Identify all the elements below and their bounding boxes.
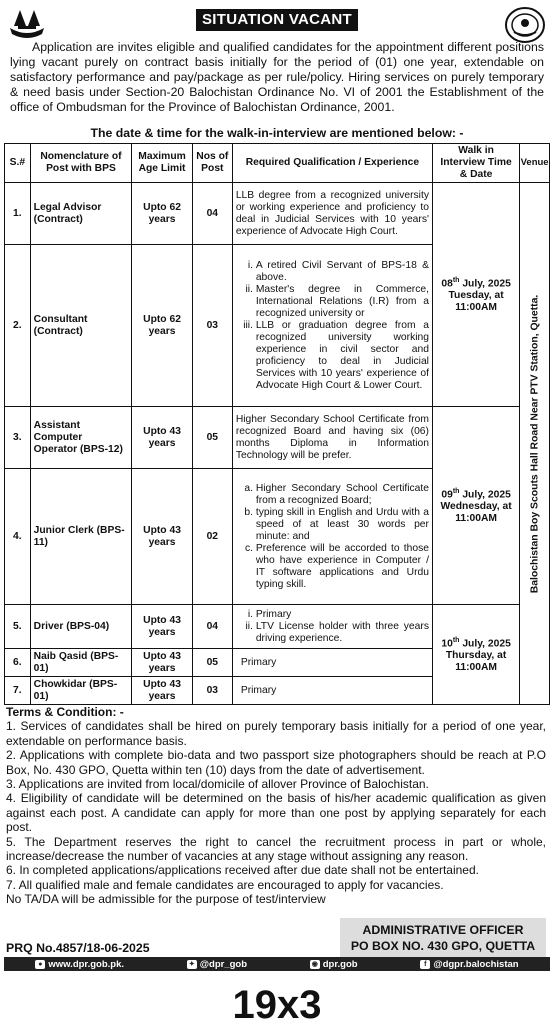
admin-address: PO BOX NO. 430 GPO, QUETTA (350, 939, 536, 953)
term-item: 2. Applications with complete bio-data and two passport size photographers should be reach at P.O Box, No. 430 GPO, Quetta within ten (10) days from the date of advertisement. (6, 748, 546, 777)
row-qualification (232, 605, 432, 649)
row-sn: 2. (5, 245, 31, 407)
instagram-icon: ◉ (311, 960, 318, 968)
date-day: 10 (441, 638, 453, 650)
admin-address-box (340, 918, 546, 962)
intro-text: Application are invites eligible and qualified candidates for the appointment different positions lying vacant purely on contract basis initially for the period of (01) one year, extendable on satisfactory performance and pay/package as per rule/policy. Hiring services on purely temporary & need basis under Section-20 Balochistan Ordinance No. VI of 2001 the Establishment of the office of Ombudsman for the Province of Balochistan Ordinance, 2001. (10, 40, 544, 114)
row-age: Upto 43 years (132, 677, 193, 705)
header-date: Walk in Interview Time & Date (432, 144, 519, 183)
term-item: 3. Applications are invited from local/domicile of allover Province of Balochistan. (6, 777, 429, 792)
ad-size-label: 19x3 (232, 983, 322, 1027)
terms-section (6, 705, 546, 907)
qual-item: c. Preference will be accorded to those who have experience in Computer / IT software applications and Urdu typing skill. (256, 543, 429, 591)
page-title: SITUATION VACANT (196, 9, 358, 31)
venue-text: Balochistan Boy Scouts Hall Road Near PTV Station, Quetta. (529, 294, 541, 593)
header-post: Nomenclature of Post with BPS (30, 144, 132, 183)
row-post: Naib Qasid (BPS-01) (30, 649, 132, 677)
facebook-link[interactable] (420, 959, 518, 970)
row-post: Consultant (Contract) (30, 245, 132, 407)
terms-note: No TA/DA will be admissible for the purpose of test/interview (6, 892, 326, 907)
qual-item: a. Higher Secondary School Certificate from a recognized Board; (256, 483, 429, 507)
date-sup: th (452, 636, 460, 644)
table-row (5, 183, 550, 245)
social-links-bar (4, 957, 550, 971)
qual-item: iii. LLB or graduation degree from a recognized university working experience in civil sector and proficiency to deal in Judicial Services with 10 years' experience of Advocate High Court & Lower Court. (256, 320, 429, 392)
term-item: 4. Eligibility of candidate will be determined on the basis of his/her academic qualification as given against each post. A candidate can apply for more than one post by applying separately for each post. (6, 791, 546, 835)
prq-number: PRQ No.4857/18-06-2025 (6, 941, 150, 955)
term-item: 6. In completed applications/applications received after due date shall not be entertained. (6, 863, 479, 878)
row-sn: 5. (5, 605, 31, 649)
table-header-row (5, 144, 550, 183)
row-nos: 02 (192, 469, 232, 605)
table-row (5, 407, 550, 469)
row-age: Upto 62 years (132, 245, 193, 407)
row-nos: 03 (192, 677, 232, 705)
date-weekday: Tuesday, at (448, 290, 504, 302)
row-nos: 05 (192, 407, 232, 469)
intro-paragraph (10, 40, 544, 115)
row-qualification: Primary (232, 649, 432, 677)
qual-item: ii. LTV License holder with three years driving experience. (256, 621, 429, 645)
interview-subheading: The date & time for the walk-in-interview are mentioned below: - (90, 126, 464, 140)
date-time: 11:00AM (455, 513, 497, 525)
row-post: Legal Advisor (Contract) (30, 183, 132, 245)
header-sn: S.# (5, 144, 31, 183)
row-age: Upto 43 years (132, 407, 193, 469)
row-post: Junior Clerk (BPS-11) (30, 469, 132, 605)
instagram-text: dpr.gob (322, 958, 358, 970)
qual-item: i. Primary (256, 609, 429, 621)
instagram-link[interactable] (310, 959, 358, 970)
date-month-year: July, 2025 (462, 278, 511, 290)
date-day: 09 (441, 489, 453, 501)
terms-heading: Terms & Condition: - (6, 705, 124, 719)
row-age: Upto 43 years (132, 649, 193, 677)
twitter-link[interactable] (187, 959, 247, 970)
row-sn: 1. (5, 183, 31, 245)
date-time: 11:00AM (455, 302, 497, 314)
row-sn: 3. (5, 407, 31, 469)
ombudsman-emblem-logo (6, 4, 48, 42)
row-nos: 05 (192, 649, 232, 677)
date-time: 11:00AM (455, 662, 497, 674)
website-link[interactable] (35, 959, 124, 970)
row-nos: 04 (192, 183, 232, 245)
date-sup: th (452, 276, 460, 284)
website-text: www.dpr.gob.pk. (48, 958, 125, 970)
balochistan-seal-logo (504, 6, 546, 44)
date-sup: th (452, 487, 460, 495)
qual-item: b. typing skill in English and Urdu with a speed of at least 30 words per minute: and (256, 507, 429, 543)
twitter-icon: ✦ (187, 960, 197, 969)
row-age: Upto 43 years (132, 605, 193, 649)
row-nos: 03 (192, 245, 232, 407)
row-age: Upto 43 years (132, 469, 193, 605)
date-month-year: July, 2025 (462, 638, 511, 650)
row-sn: 6. (5, 649, 31, 677)
globe-icon: ● (35, 960, 45, 969)
interview-date-3 (432, 605, 519, 705)
date-day: 08 (441, 278, 453, 290)
row-nos: 04 (192, 605, 232, 649)
header-qualification: Required Qualification / Experience (232, 144, 432, 183)
term-item: 5. The Department reserves the right to cancel the recruitment process in part or whole, increase/decrease the number of vacancies at any stage without assigning any reason. (6, 834, 546, 864)
facebook-text: @dgpr.balochistan (433, 958, 519, 970)
header-age: Maximum Age Limit (132, 144, 193, 183)
admin-title: ADMINISTRATIVE OFFICER (362, 923, 524, 937)
header-nos: Nos of Post (192, 144, 232, 183)
row-qualification: Higher Secondary School Certificate from recognized Board and having six (06) months Diploma in Information Technology will be prefer. (232, 407, 432, 469)
vacancy-table (4, 143, 550, 705)
row-sn: 4. (5, 469, 31, 605)
date-month-year: July, 2025 (462, 489, 511, 501)
qual-item: i. A retired Civil Servant of BPS-18 & above. (256, 260, 429, 284)
row-qualification (232, 469, 432, 605)
header-venue: Venue (520, 144, 550, 183)
date-weekday: Thursday, at (445, 650, 507, 662)
row-qualification: LLB degree from a recognized university or working experience and proficiency to deal in Judicial Services with 10 years' experience of Advocate High Court. (232, 183, 432, 245)
row-qualification: Primary (232, 677, 432, 705)
venue-cell (520, 183, 550, 705)
twitter-text: @dpr_gob (199, 958, 248, 970)
term-item: 7. All qualified male and female candidates are encouraged to apply for vacancies. (6, 877, 444, 892)
row-post: Assistant Computer Operator (BPS-12) (30, 407, 132, 469)
interview-date-1 (432, 183, 519, 407)
row-post: Chowkidar (BPS-01) (30, 677, 132, 705)
term-item: 1. Services of candidates shall be hired on purely temporary basis initially for a period of one year, extendable on performance basis. (6, 719, 546, 748)
row-post: Driver (BPS-04) (30, 605, 132, 649)
facebook-icon: f (420, 960, 430, 969)
row-qualification (232, 245, 432, 407)
table-row (5, 605, 550, 649)
date-weekday: Wednesday, at (440, 501, 512, 513)
interview-date-2 (432, 407, 519, 605)
row-sn: 7. (5, 677, 31, 705)
qual-item: ii. Master's degree in Commerce, International Relations (I.R) from a recognized university or (256, 284, 429, 320)
row-age: Upto 62 years (132, 183, 193, 245)
